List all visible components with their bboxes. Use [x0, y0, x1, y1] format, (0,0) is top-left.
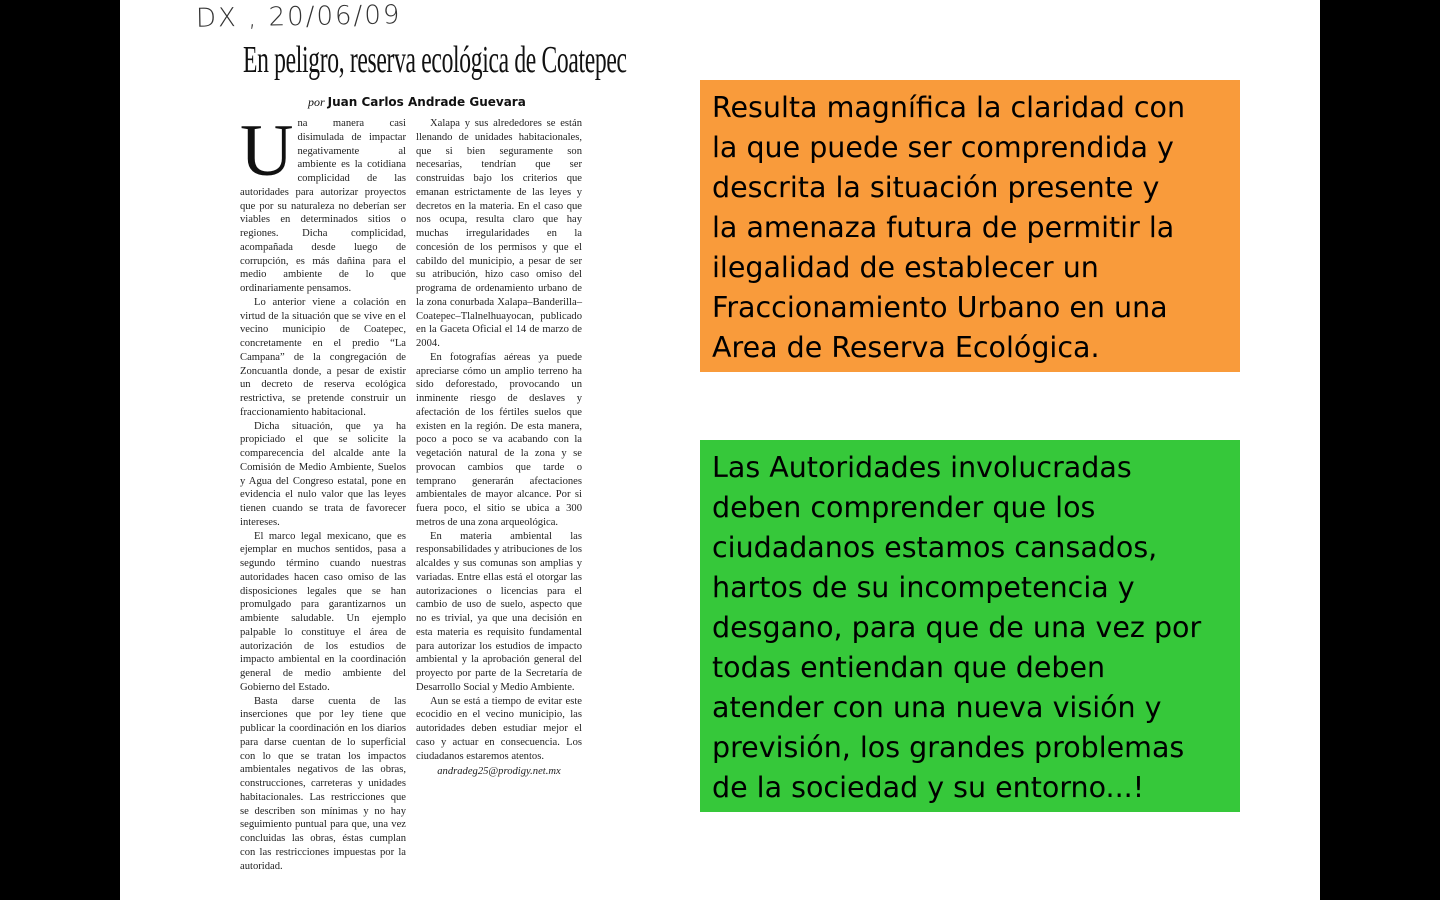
- author-email: andradeg25@prodigy.net.mx: [437, 766, 561, 778]
- text-line: todas entiendan que deben: [712, 651, 1106, 684]
- commentary-box-orange: [700, 80, 1240, 372]
- text-line: ilegalidad de establecer un: [712, 251, 1099, 284]
- article-paragraph: Lo anterior viene a colación en virtud de la situación que se vive en el vecino municipio de Coatepec, concretamente en el predio “La Campana” de la congregación de Zoncuantla donde, a pesar de existir un decreto de reserva ecológica restrictiva, se pretende construir un fraccionamiento habitacional.: [240, 296, 406, 418]
- text-line: Resulta magnífica la claridad con: [712, 91, 1186, 124]
- commentary-box-green: [700, 440, 1240, 812]
- article-paragraph: En materia ambiental las responsabilidades y atribuciones de los alcaldes y sus comunas son amplias y variadas. Entre ellas está el otorgar las autorizaciones o licencias para el cambio de uso de suelo, aspecto que no es trivial, ya que una decisión en esta materia es requisito fundamental para autorizar los estudios de impacto ambiental y la aprobación general del proyecto por parte de la Secretaría de Desarrollo Social y Medio Ambiente.: [416, 530, 582, 693]
- handwritten-note: DX , 20/06/09: [195, 0, 402, 34]
- text-line: Fraccionamiento Urbano en una: [712, 291, 1168, 324]
- drop-cap: U: [240, 110, 294, 192]
- article-paragraph: Xalapa y sus alrededores se están llenando de unidades habitacionales, que si bien seguramente son necesarias, tendrían que ser construidas bajo los criterios que emanan estrictamente de las leyes y decretos en la materia. En el caso que nos ocupa, resulta claro que hay muchas irregularidades en la concesión de los permisos y que el cabildo del municipio, a pesar de ser su atribución, hizo caso omiso del programa de ordenamiento urbano de la zona conurbada Xalapa–Banderilla–Coatepec–Tlalnelhuayocan, publicado en la Gaceta Oficial el 14 de marzo de 2004.: [416, 118, 582, 349]
- article-paragraph: En fotografías aéreas ya puede apreciarse cómo un amplio terreno ha sido deforestado, provocando un inminente riesgo de deslaves y afectación de los fértiles suelos que existen en la región. De esta manera, poco a poco se va acabando con la vegetación natural de la zona y se provocan cambios que tarde o temprano generarán afectaciones ambientales de mayor alcance. Por si fuera poco, el sitio se ubica a 300 metros de una zona arqueológica.: [416, 351, 582, 528]
- article-headline: En peligro, reserva ecológica de Coatepec: [243, 39, 627, 81]
- text-line: la que puede ser comprendida y: [712, 131, 1174, 164]
- text-line: desgano, para que de una vez por: [712, 611, 1202, 644]
- text-line: previsión, los grandes problemas: [712, 731, 1185, 764]
- article-byline: [308, 95, 526, 110]
- byline-prefix: por: [308, 95, 325, 109]
- text-line: Las Autoridades involucradas: [712, 451, 1132, 484]
- text-line: Area de Reserva Ecológica.: [712, 331, 1100, 364]
- article-paragraph: Una manera casi disimulada de impactar negativamente al ambiente es la cotidiana complicidad de las autoridades para autorizar proyectos que por su naturaleza no deberían ser viables en determinados sitios o regiones. Dicha complicidad, acompañada desde luego de corrupción, es más dañina para el medio ambiente de lo que ordinariamente pensamos.: [240, 110, 406, 294]
- article-paragraph: El marco legal mexicano, que es ejemplar en muchos sentidos, pasa a segundo término cuando nuestras autoridades hacen caso omiso de las disposiciones legales que se han promulgado para garantizarnos un ambiente saludable. Un ejemplo palpable lo constituye el área de autorización de los estudios de impacto ambiental en la coordinación general de medio ambiente del Gobierno del Estado.: [240, 530, 406, 693]
- article-paragraph: Aun se está a tiempo de evitar este ecocidio en el vecino municipio, las autoridades deben estudiar mejor el caso y actuar en consecuencia. Los ciudadanos estaremos atentos.: [416, 695, 582, 762]
- text-line: ciudadanos estamos cansados,: [712, 531, 1158, 564]
- text-line: deben comprender que los: [712, 491, 1096, 524]
- text-line: de la sociedad y su entorno...!: [712, 771, 1145, 804]
- text-line: atender con una nueva visión y: [712, 691, 1162, 724]
- author-name: Juan Carlos Andrade Guevara: [327, 95, 526, 109]
- text-line: descrita la situación presente y: [712, 171, 1160, 204]
- text-line: hartos de su incompetencia y: [712, 571, 1135, 604]
- text-line: la amenaza futura de permitir la: [712, 211, 1175, 244]
- article-body: [240, 110, 582, 879]
- article-paragraph: Basta darse cuenta de las inserciones que por ley tiene que publicar la coordinación en los diarios para darse cuentan de lo superficial con lo que se tratan los impactos ambientales negativos de las obras, construcciones, carreteras y unidades habitacionales. Las restricciones que se describen son mínimas y no hay seguimiento puntual para que, una vez concluidas las obras, éstas cumplan con las restricciones impuestas por la autoridad.: [240, 695, 406, 872]
- article-paragraph: Dicha situación, que ya ha propiciado el que se solicite la comparecencia del alcalde ante la Comisión de Medio Ambiente, Suelos y Agua del Congreso estatal, pone en evidencia el nulo valor que las leyes tienen cuando se trata de favorecer intereses.: [240, 420, 406, 528]
